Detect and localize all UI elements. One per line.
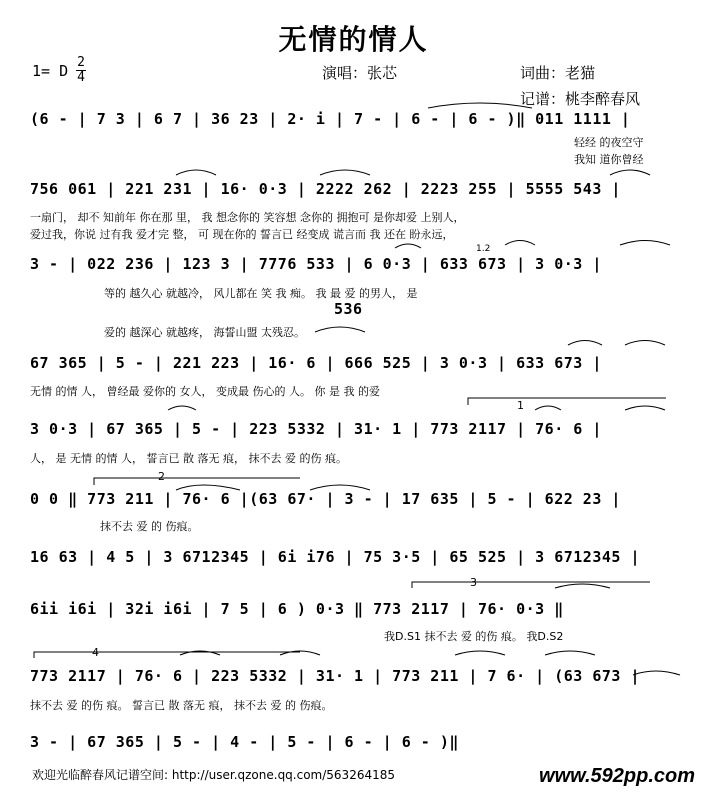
tie-arc bbox=[568, 341, 602, 346]
tie-arc bbox=[455, 651, 505, 655]
lyric-row-8: 我D.S1 抹不去 爱 的伤 痕。 我D.S2 bbox=[384, 630, 564, 643]
score-row-6: 0 0 ‖ 773 211 | 76· 6 |(63 67· | 3 - | 17 635 | 5 - | 622 23 | bbox=[30, 490, 621, 508]
volta-bracket bbox=[412, 582, 650, 588]
song-title: 无情的情人 bbox=[278, 23, 429, 56]
lyric-row-5: 人， 是 无情 的情 人， 誓言已 散 落无 痕， 抹不去 爱 的伤 痕。 bbox=[30, 452, 347, 465]
footer-link[interactable]: 欢迎光临醉春风记谱空间: http://user.qzone.qq.com/563264185 bbox=[32, 768, 396, 782]
score-row-8: 6ii i6i | 32i i6i | 7 5 | 6 ) 0·3 ‖ 773 2117 | 76· 0·3 ‖ bbox=[30, 600, 564, 618]
tie-arc bbox=[395, 244, 421, 248]
transcriber-credit: 记谱：桃李醉春风 bbox=[520, 90, 641, 108]
repeat-mark: 1.2 bbox=[476, 244, 491, 254]
score-row-5: 3 0·3 | 67 365 | 5 - | 223 5332 | 31· 1 | 773 2117 | 76· 6 | bbox=[30, 420, 602, 438]
volta-bracket bbox=[94, 478, 300, 485]
key-signature: 1= D bbox=[32, 62, 69, 80]
tie-arc bbox=[610, 170, 650, 175]
lyric-row-1-verse-1: 轻经 的夜空守 bbox=[574, 136, 644, 149]
score-row-4: 67 365 | 5 - | 221 223 | 16· 6 | 666 525 | 3 0·3 | 633 673 | bbox=[30, 354, 602, 372]
lyric-row-3-verse-1: 等的 越久心 就越冷， 风儿都在 笑 我 痴。 我 最 爱 的男人， 是 bbox=[104, 287, 418, 300]
tie-arc bbox=[505, 241, 535, 246]
tie-arc bbox=[620, 241, 670, 246]
lyric-row-2-verse-1: 一扇门， 却不 知前年 你在那 里， 我 想念你的 笑容想 念你的 拥抱可 是你却爱 上别人， bbox=[30, 211, 465, 224]
lyric-row-6: 抹不去 爱 的 伤痕。 bbox=[100, 520, 199, 533]
score-row-1: (6 - | 7 3 | 6 7 | 36 23 | 2· i | 7 - | 6 - | 6 - )‖ 011 1111 | bbox=[30, 110, 631, 128]
volta-label-1: 1 bbox=[517, 399, 524, 412]
lyric-row-9: 抹不去 爱 的伤 痕。 誓言已 散 落无 痕， 抹不去 爱 的 伤痕。 bbox=[30, 699, 333, 712]
lyric-row-3-verse-2: 爱的 越深心 就越疼， 海誓山盟 太残忍。 bbox=[104, 326, 305, 339]
composer-credit: 词曲：老猫 bbox=[520, 64, 596, 82]
score-row-7: 16 63 | 4 5 | 3 6712345 | 6i i76 | 75 3·5 | 65 525 | 3 6712345 | bbox=[30, 548, 640, 566]
time-signature-bottom: 4 bbox=[77, 70, 85, 85]
tie-arc bbox=[555, 584, 610, 588]
tie-arc bbox=[176, 170, 216, 175]
volta-bracket bbox=[34, 652, 300, 658]
tie-arc bbox=[315, 327, 365, 332]
volta-label-3: 3 bbox=[470, 576, 477, 589]
tie-arc bbox=[168, 406, 196, 410]
time-signature-top: 2 bbox=[77, 55, 85, 70]
volta-label-4: 4 bbox=[92, 646, 99, 659]
singer-credit: 演唱：张芯 bbox=[322, 64, 398, 82]
tie-arc bbox=[545, 651, 595, 655]
lyric-row-4: 无情 的情 人， 曾经最 爱你的 女人， 变成最 伤心的 人。 你 是 我 的爱 bbox=[30, 385, 380, 398]
volta-label-2: 2 bbox=[158, 470, 165, 483]
volta-bracket bbox=[468, 398, 666, 405]
tie-arc bbox=[625, 406, 665, 410]
score-row-3-alt: 536 bbox=[334, 300, 363, 318]
score-row-10: 3 - | 67 365 | 5 - | 4 - | 5 - | 6 - | 6 - )‖ bbox=[30, 733, 459, 751]
score-row-2: 756 061 | 221 231 | 16· 0·3 | 2222 262 | 2223 255 | 5555 543 | bbox=[30, 180, 621, 198]
tie-arc bbox=[633, 671, 680, 675]
score-row-9: 773 2117 | 76· 6 | 223 5332 | 31· 1 | 773 211 | 7 6· | (63 673 | bbox=[30, 667, 640, 685]
score-row-3: 3 - | 022 236 | 123 3 | 7776 533 | 6 0·3 | 633 673 | 3 0·3 | bbox=[30, 255, 602, 273]
lyric-row-2-verse-2: 爱过我，你说 过有我 爱才完 整， 可 现在你的 誓言已 经变成 谎言而 我 还在 盼永远， bbox=[30, 228, 454, 241]
tie-arc bbox=[428, 103, 532, 108]
site-logo: www.592pp.com bbox=[539, 765, 695, 787]
tie-arc bbox=[625, 341, 665, 346]
tie-arc bbox=[535, 406, 561, 410]
tie-arc bbox=[320, 170, 370, 175]
lyric-row-1-verse-2: 我知 道你曾经 bbox=[574, 153, 644, 166]
